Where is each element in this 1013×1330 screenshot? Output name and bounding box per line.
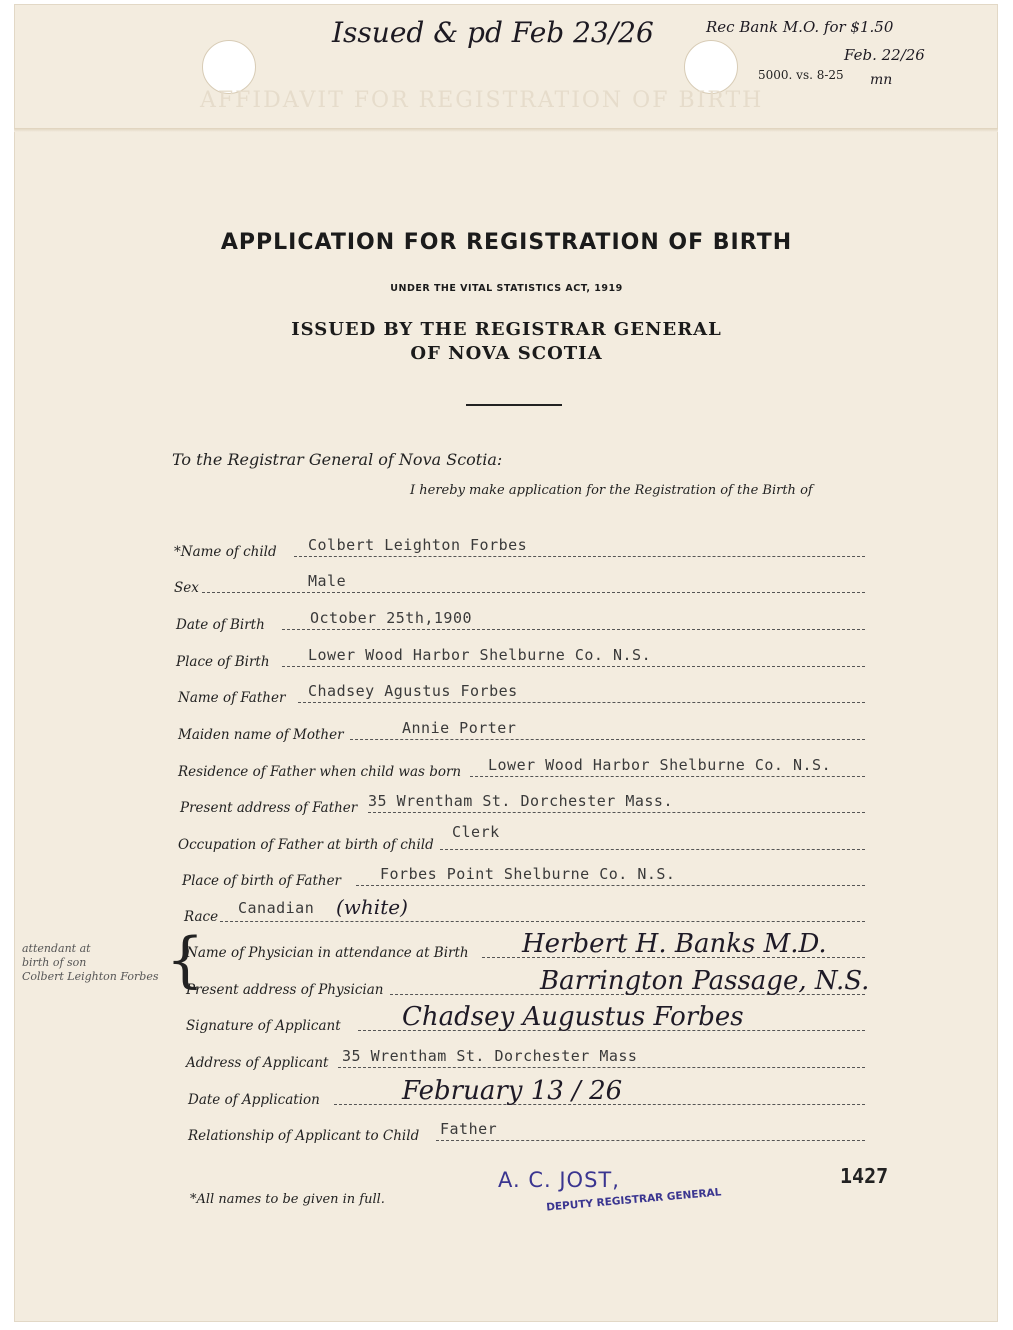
field-relationship — [0, 1114, 1013, 1144]
field-signature-of-applicant — [0, 1004, 1013, 1034]
field-label: Sex — [174, 580, 199, 596]
field-place-of-birth — [0, 640, 1013, 670]
registration-number: 1427 — [840, 1164, 889, 1188]
field-label: Address of Applicant — [186, 1055, 329, 1071]
stamp-name: A. C. JOST, — [498, 1168, 620, 1192]
field-sex — [0, 566, 1013, 596]
field-present-address-of-father — [0, 786, 1013, 816]
field-value: Father — [440, 1120, 498, 1138]
field-label: Present address of Father — [180, 800, 358, 816]
field-physician-address — [0, 968, 1013, 998]
field-value: Male — [308, 572, 347, 590]
field-label: Maiden name of Mother — [178, 727, 344, 743]
act-subtitle: UNDER THE VITAL STATISTICS ACT, 1919 — [390, 283, 623, 294]
brace-symbol: { — [166, 925, 205, 995]
field-label: Place of Birth — [176, 654, 270, 670]
field-value: Colbert Leighton Forbes — [308, 536, 528, 554]
field-label: Occupation of Father at birth of child — [178, 837, 434, 853]
title-rule — [466, 404, 562, 406]
field-line — [470, 776, 865, 777]
field-value: Chadsey Augustus Forbes — [402, 1002, 744, 1032]
field-value: Annie Porter — [402, 719, 517, 737]
field-value: Forbes Point Shelburne Co. N.S. — [380, 865, 676, 883]
field-value: Canadian — [238, 899, 315, 917]
field-label: Date of Birth — [176, 617, 265, 633]
field-address-of-applicant — [0, 1041, 1013, 1071]
field-line — [294, 556, 865, 557]
receipt-note-line2: Feb. 22/26 — [844, 46, 925, 64]
field-value: Chadsey Agustus Forbes — [308, 682, 518, 700]
field-line — [220, 921, 865, 922]
field-race — [0, 895, 1013, 925]
stamp-title: DEPUTY REGISTRAR GENERAL — [545, 1186, 722, 1214]
field-label: Relationship of Applicant to Child — [188, 1128, 420, 1144]
form-title: APPLICATION FOR REGISTRATION OF BIRTH — [220, 230, 793, 255]
field-line — [282, 666, 865, 667]
bleed-through-text: AFFIDAVIT FOR REGISTRATION OF BIRTH — [200, 88, 764, 113]
field-label: Present address of Physician — [186, 982, 384, 998]
field-date-of-application — [0, 1078, 1013, 1108]
field-line — [368, 812, 865, 813]
field-line — [338, 1067, 865, 1068]
field-value: February 13 / 26 — [402, 1076, 623, 1106]
field-line — [440, 849, 865, 850]
punch-hole-left — [202, 40, 256, 94]
margin-note-line3: Colbert Leighton Forbes — [22, 970, 159, 983]
field-value: Lower Wood Harbor Shelburne Co. N.S. — [488, 756, 832, 774]
field-occupation-of-father — [0, 823, 1013, 853]
fold-line — [14, 128, 998, 132]
field-value: 35 Wrentham St. Dorchester Mass — [342, 1047, 638, 1065]
field-value: 35 Wrentham St. Dorchester Mass. — [368, 792, 673, 810]
field-line — [202, 592, 865, 593]
receipt-note-line1: Rec Bank M.O. for $1.50 — [706, 18, 894, 36]
race-handwritten-addition: (white) — [336, 895, 408, 919]
field-value: Herbert H. Banks M.D. — [522, 929, 827, 959]
field-place-of-birth-of-father — [0, 859, 1013, 889]
form-code: 5000. vs. 8-25 — [758, 68, 844, 82]
issued-note: Issued & pd Feb 23/26 — [332, 16, 654, 49]
margin-note-line2: birth of son — [22, 956, 87, 969]
field-value: Clerk — [452, 823, 500, 841]
field-value: Barrington Passage, N.S. — [540, 966, 870, 996]
issued-by-line1: ISSUED BY THE REGISTRAR GENERAL — [291, 319, 722, 340]
field-line — [298, 702, 865, 703]
field-line — [282, 629, 865, 630]
intro-text: I hereby make application for the Registration of the Birth of — [410, 483, 813, 498]
field-maiden-name-of-mother — [0, 713, 1013, 743]
field-label: Race — [184, 909, 219, 925]
field-label: Name of Physician in attendance at Birth — [186, 945, 469, 961]
field-label: Residence of Father when child was born — [178, 764, 462, 780]
field-value: Lower Wood Harbor Shelburne Co. N.S. — [308, 646, 652, 664]
field-label: Date of Application — [188, 1092, 320, 1108]
field-name-of-father — [0, 676, 1013, 706]
field-name-of-child — [0, 530, 1013, 560]
receipt-initials: mn — [870, 72, 893, 88]
field-residence-of-father — [0, 750, 1013, 780]
footnote: *All names to be given in full. — [190, 1192, 385, 1207]
field-label: *Name of child — [174, 544, 277, 560]
margin-note-line1: attendant at — [22, 942, 91, 955]
field-line — [436, 1140, 865, 1141]
issued-by-line2: OF NOVA SCOTIA — [410, 343, 603, 364]
field-label: Place of birth of Father — [182, 873, 342, 889]
field-value: October 25th,1900 — [310, 609, 473, 627]
field-line — [356, 885, 865, 886]
punch-hole-right — [684, 40, 738, 94]
salutation: To the Registrar General of Nova Scotia: — [172, 450, 503, 469]
field-line — [350, 739, 865, 740]
field-label: Signature of Applicant — [186, 1018, 341, 1034]
field-label: Name of Father — [178, 690, 286, 706]
field-date-of-birth — [0, 603, 1013, 633]
field-physician-name — [0, 931, 1013, 961]
